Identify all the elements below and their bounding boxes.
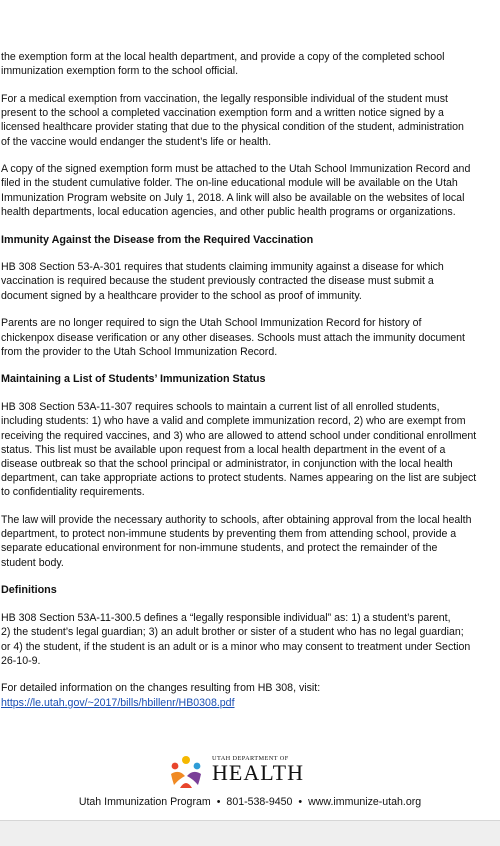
footer-program: Utah Immunization Program: [78, 796, 211, 808]
text-line: of the vaccine would endanger the student’s life or health.: [1, 135, 272, 148]
paragraph-law-authority: [1, 513, 500, 570]
text-line: 26-10-9.: [1, 654, 41, 667]
text-line: including students: 1) who have a valid and complete immunization record, 2) who are exempt from: [1, 415, 466, 428]
paragraph-parents: [1, 316, 500, 359]
paragraph-exemption-form: [1, 50, 500, 78]
text-line: The law will provide the necessary authority to schools, after obtaining approval from the local health: [1, 514, 472, 527]
text-line: licensed healthcare provider stating that due to the physical condition of the student, administration: [1, 121, 464, 134]
text-line: or 4) the student, if the student is an adult or is a minor who may consent to treatment under Section: [1, 640, 471, 653]
text-line: vaccination is required because the student previously contracted the disease must submit a: [1, 275, 434, 288]
text-line: separate educational environment for non-immune students, and protect the remainder of the: [1, 542, 438, 555]
text-line: HB 308 Section 53-A-301 requires that students claiming immunity against a disease for which: [1, 261, 444, 274]
text-line: For a medical exemption from vaccination, the legally responsible individual of the student must: [1, 92, 448, 105]
utah-health-logo: [166, 752, 336, 792]
viewer-bottom-bar: [0, 820, 500, 846]
text-line: HB 308 Section 53A-11-300.5 defines a “legally responsible individual” as: 1) a student’s parent,: [1, 612, 451, 625]
paragraph-more-info: [1, 681, 500, 709]
health-emblem-icon: [166, 752, 206, 792]
footer-separator: •: [216, 796, 221, 808]
text-line: student body.: [1, 556, 64, 569]
text-line: 2) the student’s legal guardian; 3) an adult brother or sister of a student who has no legal guardian;: [1, 626, 464, 639]
hb308-link[interactable]: https://le.utah.gov/~2017/bills/hbillenr/HB0308.pdf: [1, 696, 235, 709]
footer-website: www.immunize-utah.org: [308, 796, 422, 808]
paragraph-medical-exemption: [1, 92, 500, 149]
text-line: A copy of the signed exemption form must be attached to the Utah School Immunization Record and: [1, 163, 471, 176]
text-line: department, can take appropriate actions to protect students. Names appearing on the list are subject: [1, 472, 477, 485]
text-line: receiving the required vaccines, and 3) who are allowed to attend school under conditional enrollment: [1, 429, 477, 442]
text-line: disease outbreak so that the school principal or administrator, in conjunction with the local health: [1, 457, 453, 470]
text-line: Parents are no longer required to sign the Utah School Immunization Record for history of: [1, 317, 422, 330]
more-info-text: For detailed information on the changes resulting from HB 308, visit:: [1, 682, 321, 695]
text-line: immunization exemption form to the school official.: [1, 65, 239, 78]
text-line: status. This list must be available upon request from a local health department in the event of a: [1, 443, 446, 456]
text-line: from the provider to the Utah School Immunization Record.: [1, 345, 278, 358]
paragraph-list-requirements: [1, 400, 500, 499]
paragraph-definition: [1, 611, 500, 668]
text-line: HB 308 Section 53A-11-307 requires schools to maintain a current list of all enrolled students,: [1, 401, 440, 414]
document-body: [1, 50, 500, 710]
text-line: Immunization Program website on July 1, 2018. A link will also be available on the websites of local: [1, 191, 465, 204]
text-line: department, to protect non-immune students by preventing them from attending school, provide a: [1, 528, 457, 541]
footer-separator: •: [298, 796, 303, 808]
text-line: document signed by a healthcare provider to the school as proof of immunity.: [1, 289, 362, 302]
text-line: filed in the student cumulative folder. The on-line educational module will be available on the Utah: [1, 177, 458, 190]
heading-definitions: Definitions: [1, 584, 57, 597]
text-line: present to the school a completed vaccination exemption form and a written notice signed by a: [1, 107, 444, 120]
text-line: health departments, local education agencies, and other public health programs or organizations.: [1, 205, 456, 218]
paragraph-immunity-proof: [1, 260, 500, 303]
paragraph-signed-form: [1, 162, 500, 219]
heading-immunity: Immunity Against the Disease from the Required Vaccination: [1, 233, 314, 246]
text-line: to confidentiality requirements.: [1, 486, 145, 499]
text-line: chickenpox disease verification or any other diseases. Schools must attach the immunity document: [1, 331, 466, 344]
text-line: the exemption form at the local health department, and provide a copy of the completed school: [1, 51, 445, 63]
logo-health-text: HEALTH: [212, 760, 304, 785]
footer: [0, 796, 500, 808]
heading-maintaining-list: Maintaining a List of Students’ Immunization Status: [1, 373, 266, 386]
footer-phone: 801-538-9450: [226, 796, 293, 808]
logo-department-text: UTAH DEPARTMENT OF: [212, 755, 289, 762]
